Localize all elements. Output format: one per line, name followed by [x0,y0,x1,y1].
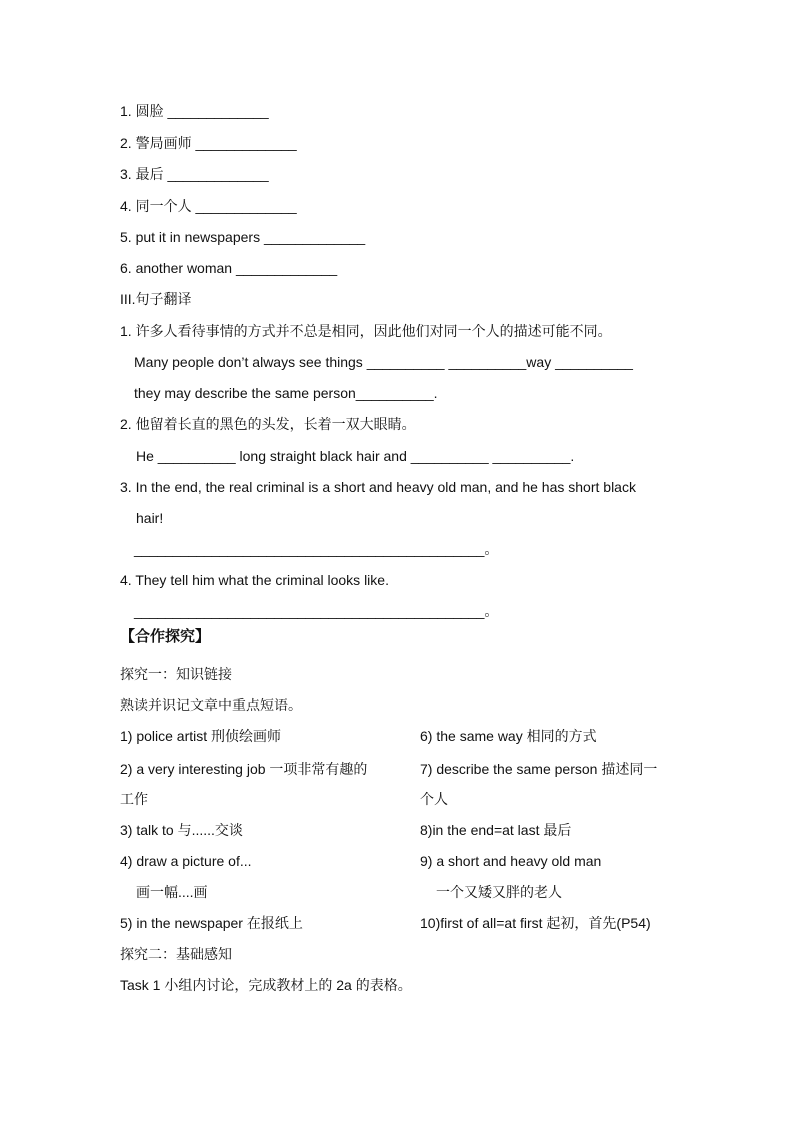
vocab-item-6: 6. another woman _____________ [120,260,338,276]
vocab-item-5: 5. put it in newspapers _____________ [120,229,366,245]
phrase-right-8: 8)in the end=at last 最后 [420,822,572,838]
vocab-item-4: 4. 同一个人 _____________ [120,198,297,214]
phrase-left-4: 4) draw a picture of... [120,853,252,869]
phrase-right-7-cont: 个人 [420,791,448,807]
phrase-right-9: 9) a short and heavy old man [420,853,602,869]
translation-q1-english-b: they may describe the same person__________. [134,385,438,401]
phrase-right-10: 10)first of all=at first 起初，首先(P54) [420,915,651,931]
translation-q2-chinese: 2. 他留着长直的黑色的头发，长着一双大眼睛。 [120,416,416,432]
translation-q4-answer-blank: _____________________________________________。 [134,603,499,619]
cooperative-inquiry-title: 【合作探究】 [120,628,211,645]
section-title-translation: III.句子翻译 [120,291,192,307]
vocab-item-3: 3. 最后 _____________ [120,166,269,182]
phrase-right-9-cont: 一个又矮又胖的老人 [436,884,562,900]
phrase-left-3: 3) talk to 与......交谈 [120,822,243,838]
translation-q3-answer-blank: _____________________________________________。 [134,541,499,557]
phrase-left-2-cont: 工作 [120,791,148,807]
phrase-right-7: 7) describe the same person 描述同一 [420,761,658,777]
phrase-left-2: 2) a very interesting job 一项非常有趣的 [120,761,368,777]
translation-q3-english-a: 3. In the end, the real criminal is a short and heavy old man, and he has short black [120,479,636,495]
phrase-right-6: 6) the same way 相同的方式 [420,728,597,744]
vocab-item-1: 1. 圆脸 _____________ [120,103,269,119]
phrase-left-4-cont: 画一幅....画 [136,884,208,900]
vocab-item-2: 2. 警局画师 _____________ [120,135,297,151]
explore-one-instruction: 熟读并识记文章中重点短语。 [120,697,302,713]
translation-q1-chinese: 1. 许多人看待事情的方式并不总是相同，因此他们对同一个人的描述可能不同。 [120,323,612,339]
translation-q3-english-b: hair! [136,510,164,526]
explore-two-title: 探究二：基础感知 [120,946,232,962]
phrase-left-1: 1) police artist 刑侦绘画师 [120,728,282,744]
translation-q1-english-a: Many people don’t always see things __________ __________way __________ [134,354,633,370]
translation-q4-english: 4. They tell him what the criminal looks like. [120,572,389,588]
translation-q2-english: He __________ long straight black hair and __________ __________. [136,448,575,464]
task-1-instruction: Task 1 小组内讨论，完成教材上的 2a 的表格。 [120,977,412,993]
explore-one-title: 探究一：知识链接 [120,666,232,682]
phrase-left-5: 5) in the newspaper 在报纸上 [120,915,303,931]
